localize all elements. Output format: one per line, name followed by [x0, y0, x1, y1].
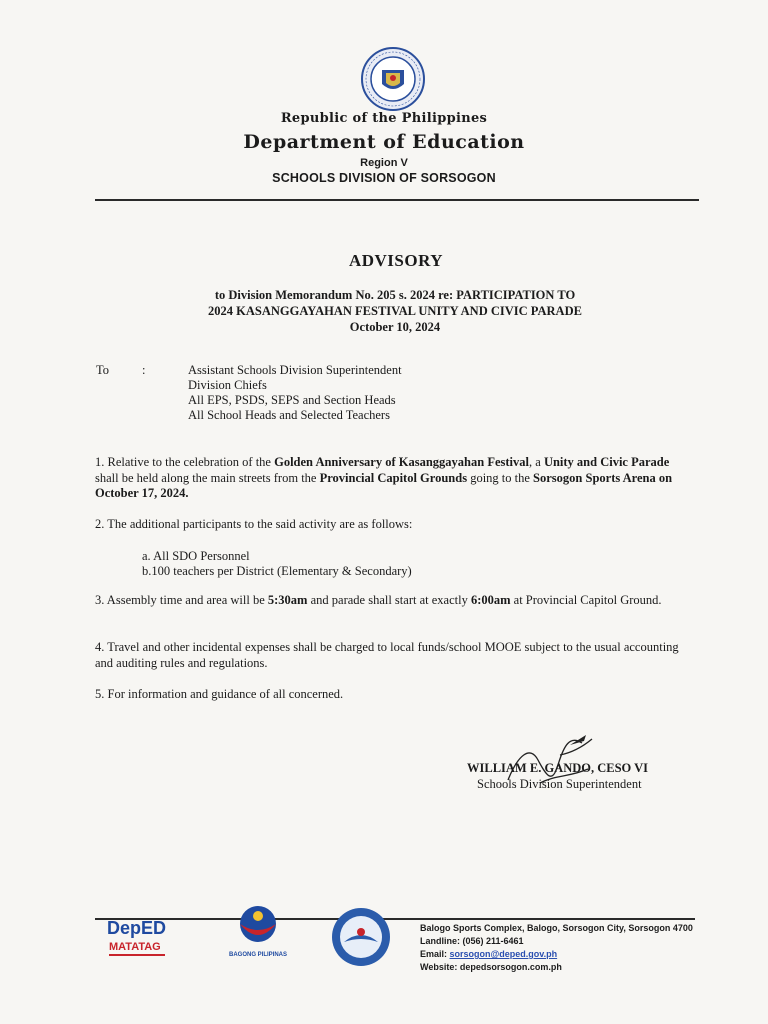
list-item: a. All SDO Personnel: [142, 549, 250, 563]
republic-heading: Republic of the Philippines: [280, 111, 488, 126]
deped-seal-icon: [360, 46, 426, 112]
website-line: [420, 961, 693, 974]
landline-label: Landline:: [420, 936, 463, 946]
subtitle-line-1: to Division Memorandum No. 205 s. 2024 re: PARTICIPATION TO: [214, 288, 576, 302]
recipients-list: [188, 363, 402, 423]
landline-value: (056) 211-6461: [462, 936, 524, 946]
p3-text: 3. Assembly time and area will be: [95, 593, 268, 607]
address-line: Balogo Sports Complex, Balogo, Sorsogon City, Sorsogon 4700: [420, 923, 693, 933]
participants-list: [142, 549, 412, 579]
recipient: All School Heads and Selected Teachers: [188, 408, 390, 422]
to-label: To: [96, 363, 110, 377]
bagong-pilipinas-text: BAGONG PILIPINAS: [228, 952, 288, 958]
email-link[interactable]: sorsogon@deped.gov.ph: [449, 949, 558, 959]
signatory-title: Schools Division Superintendent: [477, 777, 642, 791]
p1-text: 1. Relative to the celebration of the: [95, 455, 275, 469]
landline-line: [420, 935, 693, 948]
p1-text: , a: [529, 455, 544, 469]
subtitle-line-2: 2024 KASANGGAYAHAN FESTIVAL UNITY AND CIVIC PARADE: [208, 304, 582, 318]
p3-text: and parade shall start at exactly: [307, 593, 471, 607]
p1-text: shall be held along the main streets from the: [95, 470, 320, 485]
website-label: Website:: [420, 962, 460, 972]
division-heading: SCHOOLS DIVISION OF SORSOGON: [272, 171, 496, 185]
p1-bold: Unity and Civic Parade: [543, 455, 670, 469]
p1-bold: Sorsogon Sports Arena on October 17, 2024.: [95, 470, 673, 500]
p1-bold: Golden Anniversary of Kasanggayahan Festival: [274, 455, 529, 469]
recipient: Division Chiefs: [188, 378, 267, 392]
sdo-sorsogon-seal: [330, 906, 392, 968]
matatag-logo-text: MATATAG: [109, 941, 161, 953]
list-item: b.100 teachers per District (Elementary & Secondary): [142, 564, 412, 578]
deped-matatag-logo: [105, 912, 171, 964]
bagong-pilipinas-logo: [224, 902, 292, 962]
email-label: Email:: [420, 949, 450, 959]
website-link[interactable]: depedsorsogon.com.ph: [459, 962, 562, 972]
to-colon: :: [142, 363, 146, 377]
p3-text: at Provincial Capitol Ground.: [510, 593, 662, 607]
p3-bold: 5:30am: [267, 593, 308, 607]
region-heading: Region V: [360, 157, 408, 169]
paragraph-2: 2. The additional participants to the said activity are as follows:: [95, 517, 413, 531]
contact-info: [420, 922, 693, 974]
document-subtitle: [0, 287, 768, 335]
paragraph-1: [95, 455, 695, 502]
recipient: Assistant Schools Division Superintendent: [188, 363, 402, 377]
header-divider: [95, 199, 699, 201]
p3-bold: 6:00am: [470, 593, 511, 607]
paragraph-5: 5. For information and guidance of all concerned.: [95, 687, 344, 701]
p1-bold: Provincial Capitol Grounds: [319, 470, 468, 485]
footer-divider: [95, 918, 695, 920]
document-title: ADVISORY: [348, 251, 444, 270]
p1-text: going to the: [467, 470, 534, 485]
deped-logo-text: DepED: [107, 918, 167, 938]
paragraph-3: [95, 593, 695, 609]
recipient: All EPS, PSDS, SEPS and Section Heads: [188, 393, 396, 407]
department-heading: Department of Education: [243, 131, 525, 153]
paragraph-4: 4. Travel and other incidental expenses shall be charged to local funds/school MOOE subject to the usual accounting and auditing rules and regulations.: [95, 640, 679, 670]
subtitle-date: October 10, 2024: [349, 320, 441, 334]
signatory-name: WILLIAM E. GANDO, CESO VI: [467, 761, 649, 775]
email-line: [420, 948, 693, 961]
